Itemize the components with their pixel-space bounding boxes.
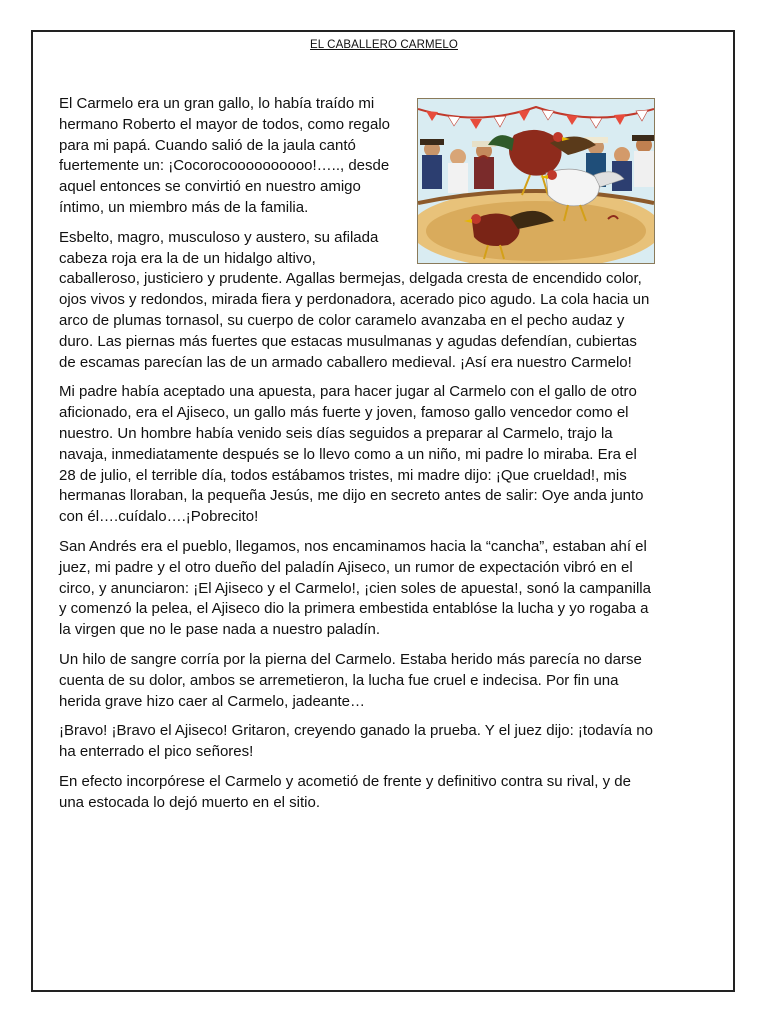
paragraph: Esbelto, magro, musculoso y austero, su afilada cabeza roja era la de un hidalgo altivo, caballeroso, justiciero y prudente. Agallas bermejas, delgada cresta de encendido color, ojos vivos y redondos, mirada fiera y perdonadora, acerado pico agudo. La cola hacia un arco de plumas tornasol, su cuerpo de color caramelo avanzaba en el pecho audaz y duro. Las piernas más fuertes que estacas musulmanas y agudas defendían, cubiertas de escamas parecían las de un armado caballero medieval. ¡Así era nuestro Carmelo! [59,228,650,371]
document-title: EL CABALLERO CARMELO [310,39,458,51]
paragraph: Mi padre había aceptado una apuesta, para hacer jugar al Carmelo con el gallo de otro aficionado, era el Ajiseco, un gallo más fuerte y joven, famoso gallo vencedor como el nuestro. Un hombre había venido seis días seguidos a preparar al Carmelo, trajo la navaja, inmediatamente después se lo llevo como a un niño, mi padre lo miraba. Era el 28 de julio, el terrible día, todos estábamos tristes, mi madre dijo: ¡Que crueldad!, mis hermanas lloraban, la pequeña Jesús, me dijo en secreto antes de salir: Oye anda junto con él….cuídalo….¡Pobrecito! [59,383,644,526]
paragraph: San Andrés era el pueblo, llegamos, nos encaminamos hacia la “cancha”, estaban ahí el juez, mi padre y el otro dueño del paladín Ajiseco, un rumor de expectación vibró en el circo, y anunciaron: ¡El Ajiseco y el Carmelo!, ¡cien soles de apuesta!, sonó la campanilla y comenzó la pelea, el Ajiseco dio la primera embestida entablóse la lucha y yo rogaba a la virgen que no le pase nada a nuestro paladín. [59,537,651,639]
cockfight-illustration [417,98,655,264]
cockfight-illustration-drawing [418,99,654,263]
paragraph: ¡Bravo! ¡Bravo el Ajiseco! Gritaron, creyendo ganado la prueba. Y el juez dijo: ¡todavía no ha enterrado el pico señores! [59,722,653,761]
document-body [59,94,655,823]
paragraph: El Carmelo era un gran gallo, lo había traído mi hermano Roberto el mayor de todos, como regalo para mi papá. Cuando salió de la jaula cantó fuertemente un: ¡Cocorocoooooooooo!….., desde aquel entonces se convirtió en nuestro amigo íntimo, un miembro más de la familia. [59,95,391,216]
paragraph: En efecto incorpórese el Carmelo y acometió de frente y definitivo contra su rival, y de una estocada lo dejó muerto en el sitio. [59,772,631,811]
paragraph: Un hilo de sangre corría por la pierna del Carmelo. Estaba herido más parecía no darse cuenta de su dolor, ambos se arremetieron, la lucha fue cruel e indecisa. Por fin una herida grave hizo caer al Carmelo, jadeante… [59,650,642,710]
